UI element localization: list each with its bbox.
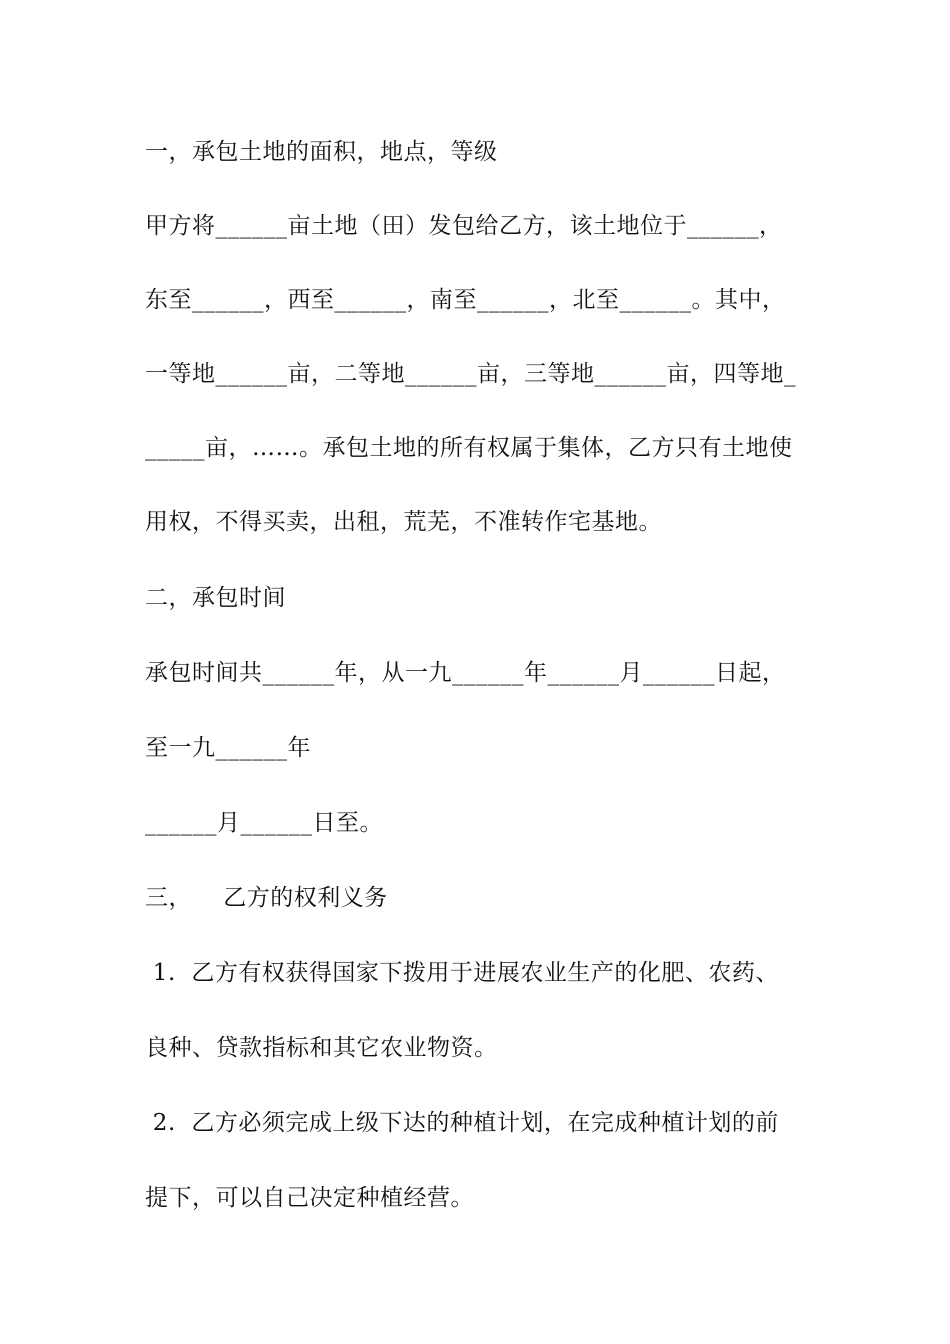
paragraph-line: 东至______，西至______，南至______，北至______。其中，: [145, 287, 786, 313]
list-item-2-continued: 提下，可以自己决定种植经营。: [145, 1185, 474, 1211]
section-heading-2: 二，承包时间: [145, 585, 286, 611]
paragraph-line: ______月______日至。: [145, 810, 383, 836]
section-heading-3: 三， 乙方的权利义务: [145, 885, 388, 911]
paragraph-line: _____亩，……。承包土地的所有权属于集体，乙方只有土地使: [145, 435, 793, 461]
list-item-1: 1. 乙方有权获得国家下拨用于进展农业生产的化肥、农药、: [145, 960, 779, 986]
paragraph-line: 一等地______亩，二等地______亩，三等地______亩，四等地_: [145, 361, 796, 387]
section-heading-1: 一，承包土地的面积，地点，等级: [145, 139, 498, 165]
paragraph-line: 用权，不得买卖，出租，荒芜，不准转作宅基地。: [145, 509, 662, 535]
list-item-2: 2. 乙方必须完成上级下达的种植计划，在完成种植计划的前: [145, 1110, 779, 1136]
paragraph-line: 至一九______年: [145, 735, 311, 761]
paragraph-line: 甲方将______亩土地（田）发包给乙方，该土地位于______，: [145, 213, 783, 239]
list-item-1-continued: 良种、贷款指标和其它农业物资。: [145, 1035, 498, 1061]
paragraph-line: 承包时间共______年，从一九______年______月______日起，: [145, 660, 786, 686]
